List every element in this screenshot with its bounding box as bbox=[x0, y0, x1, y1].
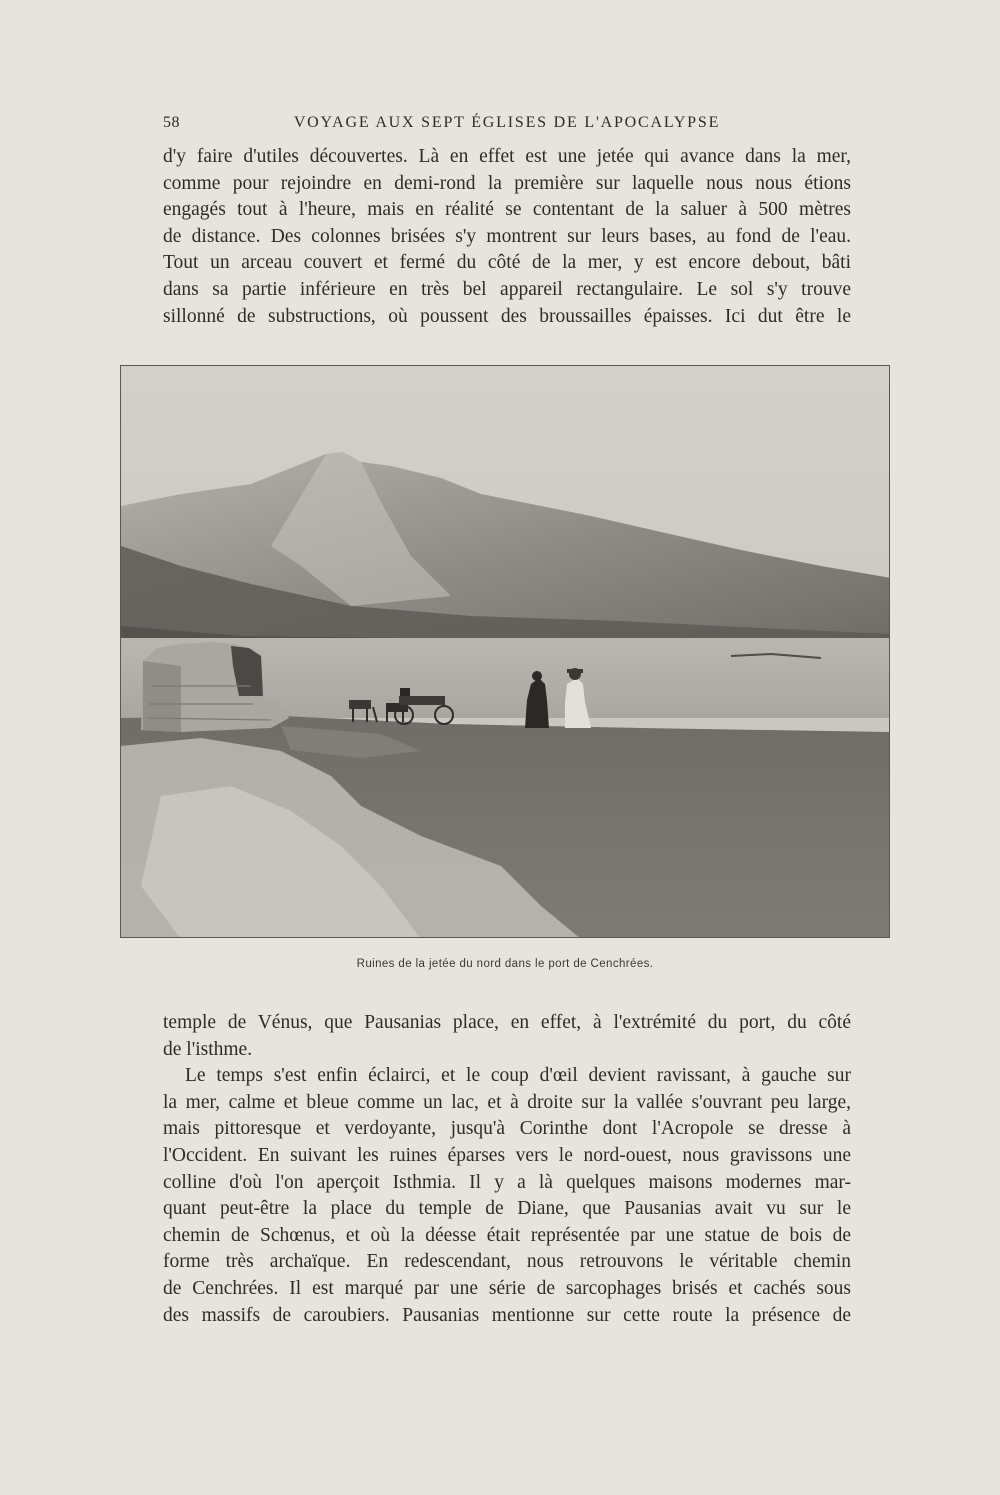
running-title: VOYAGE AUX SEPT ÉGLISES DE L'APOCALYPSE bbox=[293, 114, 721, 131]
text-line: mais pittoresque et verdoyante, jusqu'à Corinthe dont l'Acropole se dresse à bbox=[163, 1118, 851, 1140]
running-head bbox=[163, 114, 851, 136]
text-line: de Cenchrées. Il est marqué par une série de sarcophages brisés et cachés sous bbox=[163, 1277, 851, 1299]
figure-caption: Ruines de la jetée du nord dans le port de Cenchrées. bbox=[356, 958, 654, 970]
text-line: la mer, calme et bleue comme un lac, et à droite sur la vallée s'ouvrant peu large, bbox=[163, 1091, 851, 1113]
text-line: sillonné de substructions, où poussent des broussailles épaisses. Ici dut être le bbox=[163, 305, 851, 327]
text-line: comme pour rejoindre en demi-rond la première sur laquelle nous nous étions bbox=[163, 172, 851, 194]
text-line: dans sa partie inférieure en très bel appareil rectangulaire. Le sol s'y trouve bbox=[163, 278, 851, 300]
text-line: colline d'où l'on aperçoit Isthmia. Il y a là quelques maisons modernes mar- bbox=[163, 1171, 851, 1193]
text-line: engagés tout à l'heure, mais en réalité se contentant de la saluer à 500 mètres bbox=[163, 199, 851, 221]
paragraph-bottom bbox=[163, 1010, 851, 1329]
landscape-photograph bbox=[121, 366, 890, 938]
page-number: 58 bbox=[163, 114, 180, 131]
text-line: quant peut-être la place du temple de Diane, que Pausanias avait vu sur le bbox=[163, 1198, 851, 1220]
photograph-plate bbox=[120, 365, 890, 938]
text-line: temple de Vénus, que Pausanias place, en effet, à l'extrémité du port, du côté bbox=[163, 1012, 851, 1033]
text-line: d'y faire d'utiles découvertes. Là en effet est une jetée qui avance dans la mer, bbox=[163, 146, 851, 167]
paragraph-top bbox=[163, 144, 851, 330]
text-line: l'Occident. En suivant les ruines éparses vers le nord-ouest, nous gravissons une bbox=[163, 1144, 851, 1166]
text-line: Tout un arceau couvert et fermé du côté de la mer, y est encore debout, bâti bbox=[163, 252, 851, 274]
text-line: chemin de Schœnus, et où la déesse était représentée par une statue de bois de bbox=[163, 1224, 851, 1246]
text-line: forme très archaïque. En redescendant, nous retrouvons le véritable chemin bbox=[163, 1251, 851, 1273]
text-line: des massifs de caroubiers. Pausanias mentionne sur cette route la présence de bbox=[163, 1304, 851, 1326]
text-line: de l'isthme. bbox=[163, 1038, 253, 1060]
text-line: de distance. Des colonnes brisées s'y montrent sur leurs bases, au fond de l'eau. bbox=[163, 225, 851, 247]
text-line: Le temps s'est enfin éclairci, et le coup d'œil devient ravissant, à gauche sur bbox=[185, 1065, 851, 1087]
